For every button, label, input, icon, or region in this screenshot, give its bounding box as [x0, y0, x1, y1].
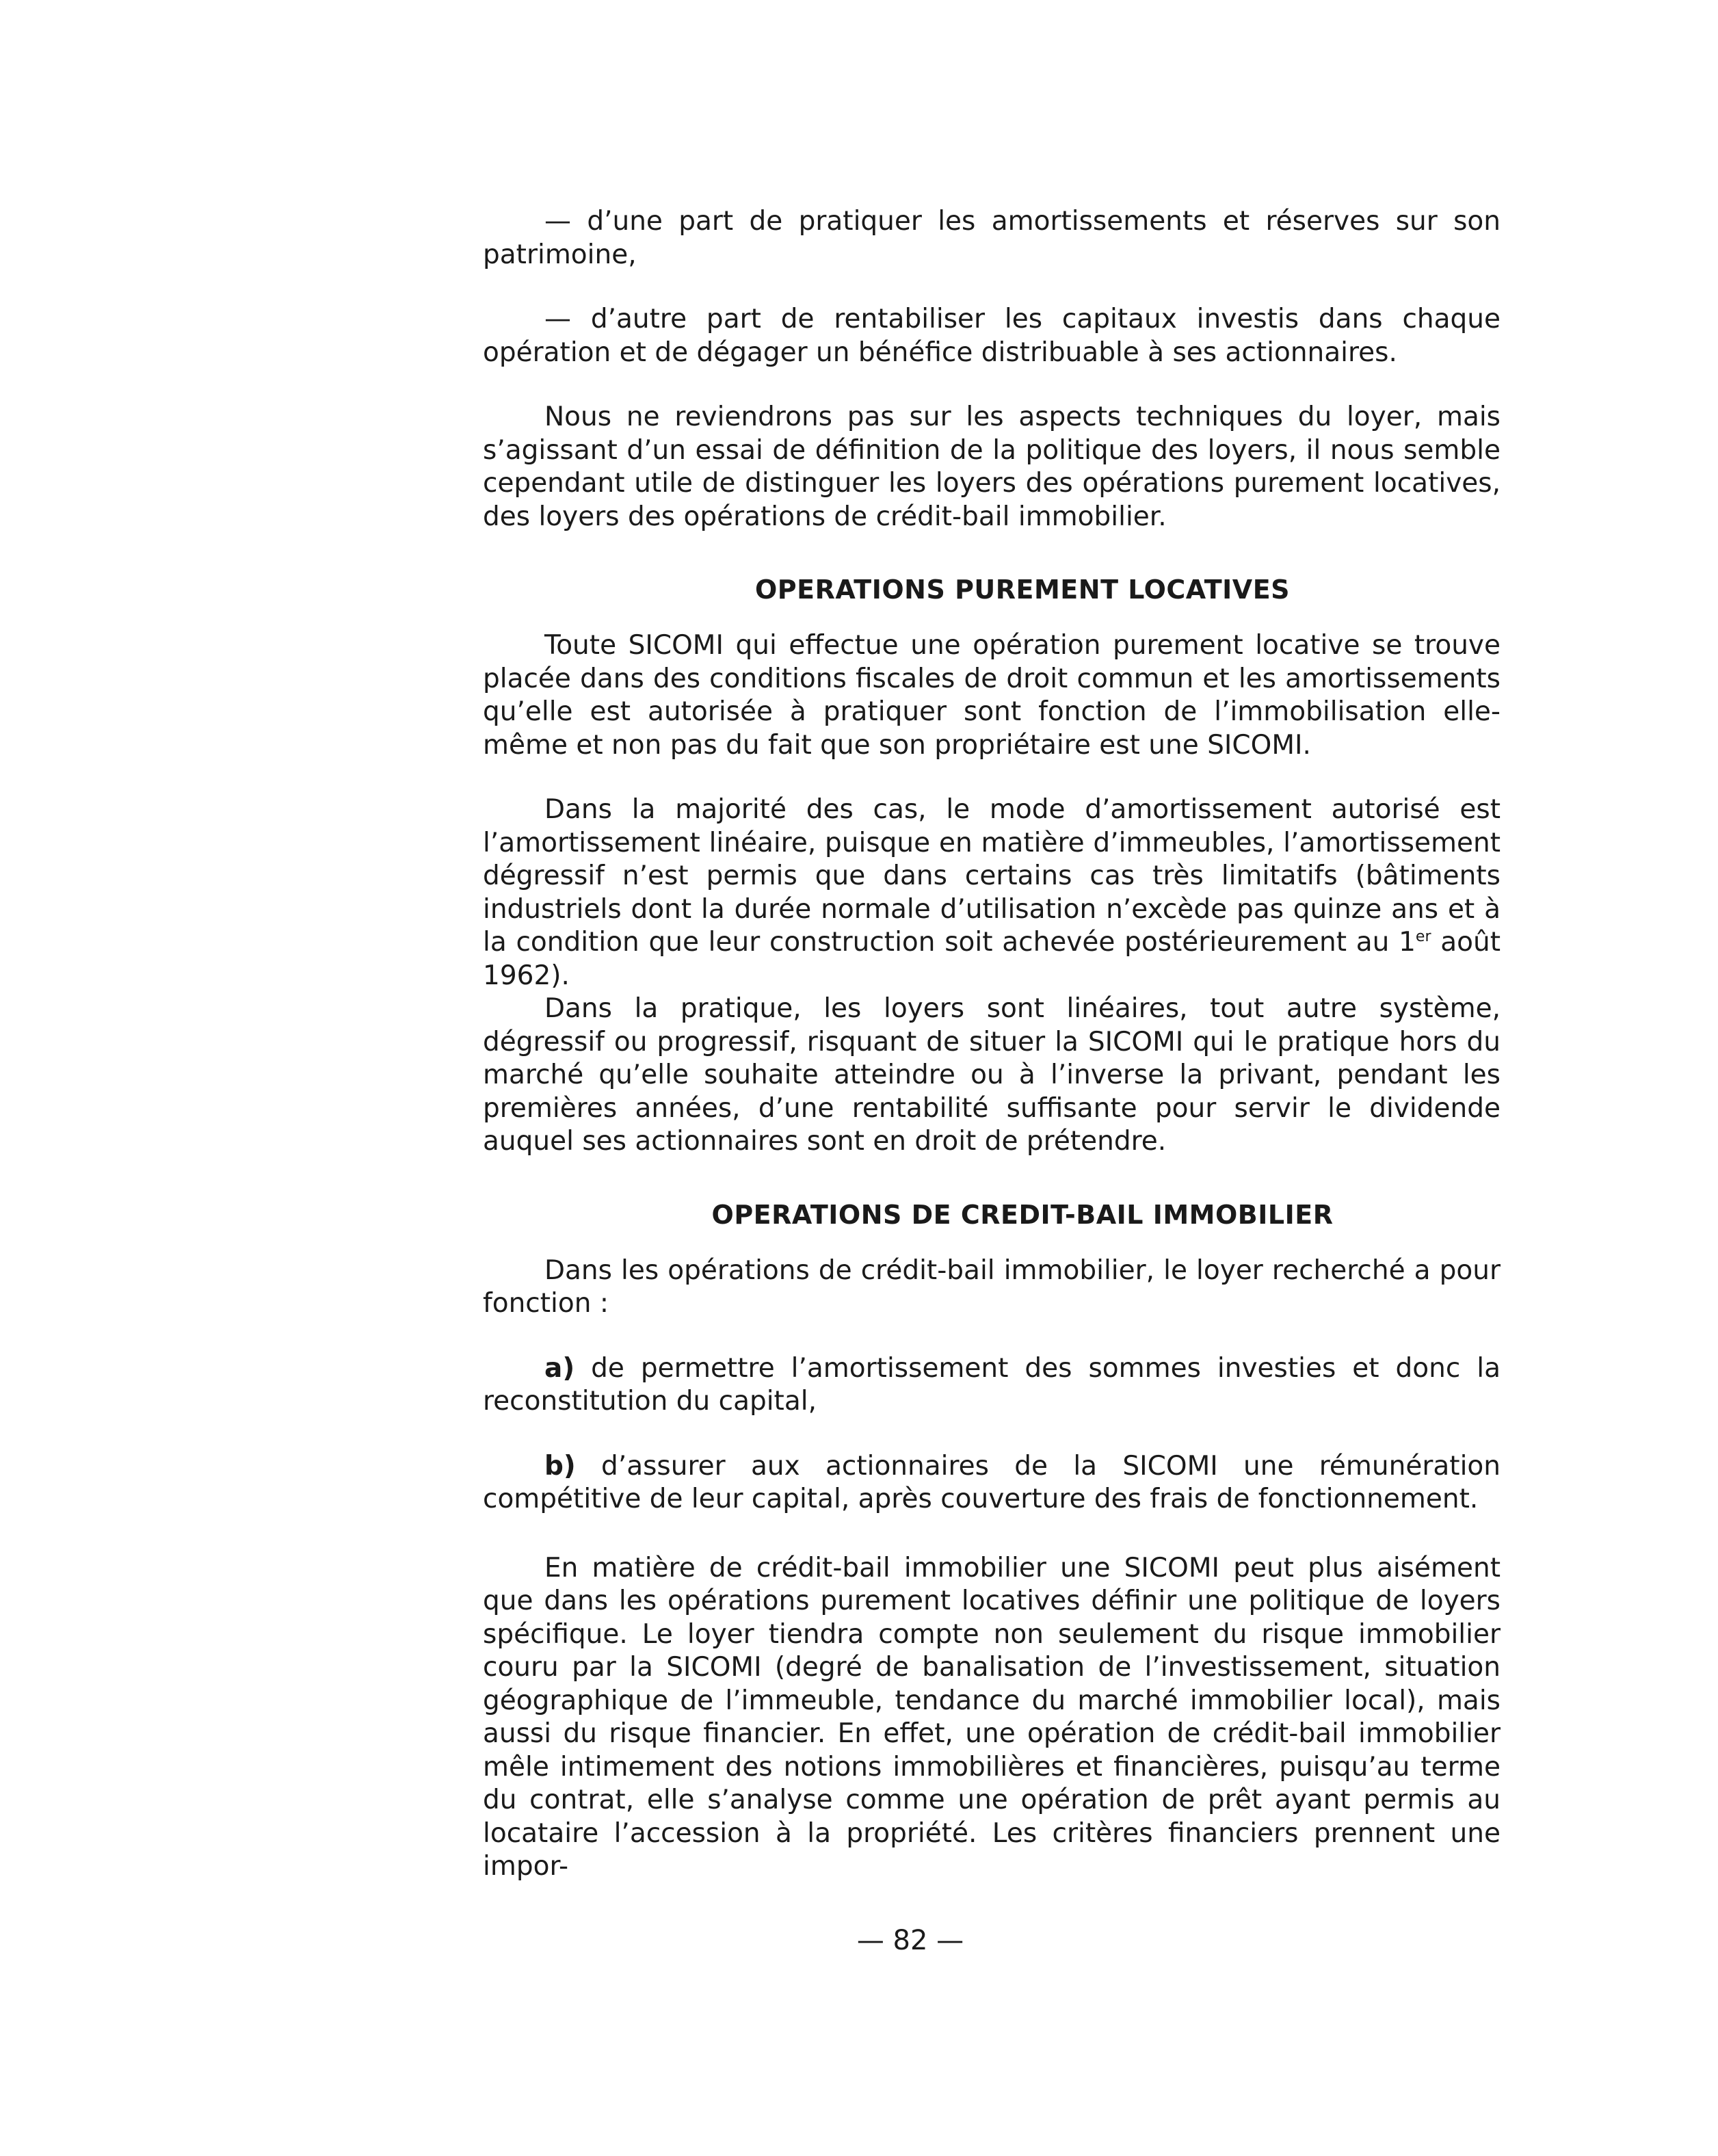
- page-number: [0, 1923, 1718, 1958]
- page-body: [483, 205, 1501, 1884]
- paragraph-introduction: Nous ne reviendrons pas sur les aspects techniques du loyer, mais s’agissant d’un essai de définition de la politique des loyers, il nous semble cependant utile de distinguer les loyers des opérations purement locatives, des loyers des opérations de crédit-bail immobilier.: [483, 402, 1501, 532]
- paragraph-fonction-loyer: Dans les opérations de crédit-bail immobilier, le loyer recherché a pour fonction :: [483, 1254, 1501, 1319]
- paragraph-second-goal: — d’autre part de rentabiliser les capitaux investis dans chaque opération et de dégager un bénéfice distribuable à ses actionnaires.: [483, 304, 1501, 368]
- text-amortissement-before: Dans la majorité des cas, le mode d’amortissement autorisé est l’amortissement linéaire, puisque en matière d’immeubles, l’amortissement dégressif n’est permis que dans certains cas très limitatifs (bâtiments industriels dont la durée normale d’utilisation n’excède pas quinze ans et à la condition que leur construction soit achevée postérieurement au 1: [483, 794, 1501, 958]
- paragraph-sicomi-locative: Toute SICOMI qui effectue une opération purement locative se trouve placée dans des conditions fiscales de droit commun et les amortissements qu’elle est autorisée à pratiquer sont fonction de l’immobilisation elle-même et non pas du fait que son propriétaire est une SICOMI.: [483, 630, 1501, 761]
- list-label-b: b): [544, 1450, 576, 1482]
- list-item-a: [483, 1352, 1501, 1419]
- paragraph-loyers-lineaires: Dans la pratique, les loyers sont linéaires, tout autre système, dégressif ou progressif, risquant de situer la SICOMI qui le pratique hors du marché qu’elle souhaite atteindre ou à l’inverse la privant, pendant les premières années, d’une rentabilité suffisante pour servir le dividende auquel ses actionnaires sont en droit de prétendre.: [483, 993, 1501, 1157]
- list-text-b: d’assurer aux actionnaires de la SICOMI une rémunération compétitive de leur capital, après couverture des frais de fonctionnement.: [483, 1450, 1501, 1514]
- heading-operations-locatives: OPERATIONS PUREMENT LOCATIVES: [754, 575, 1291, 605]
- paragraph-amortissement: [483, 793, 1501, 992]
- list-text-a: de permettre l’amortissement des sommes investies et donc la reconstitution du capital,: [483, 1352, 1501, 1417]
- heading-credit-bail: OPERATIONS DE CREDIT-BAIL IMMOBILIER: [711, 1199, 1334, 1230]
- paragraph-politique-loyers: En matière de crédit-bail immobilier une SICOMI peut plus aisément que dans les opérations purement locatives définir une politique de loyers spécifique. Le loyer tiendra compte non seulement du risque immobilier couru par la SICOMI (degré de banalisation de l’investissement, situation géographique de l’immeuble, tendance du marché immobilier local), mais aussi du risque financier. En effet, une opération de crédit-bail immobilier mêle intimement des notions immobilières et financières, puisqu’au terme du contrat, elle s’analyse comme une opération de prêt ayant permis au locataire l’accession à la propriété. Les critères financiers prennent une impor-: [483, 1552, 1501, 1882]
- text-amortissement-after: août 1962).: [483, 927, 1501, 991]
- paragraph-first-goal: — d’une part de pratiquer les amortissements et réserves sur son patrimoine,: [483, 206, 1501, 270]
- list-label-a: a): [544, 1352, 575, 1384]
- superscript-er: er: [1415, 928, 1431, 945]
- list-item-b: [483, 1450, 1501, 1516]
- page-number-text: — 82 —: [856, 1925, 964, 1956]
